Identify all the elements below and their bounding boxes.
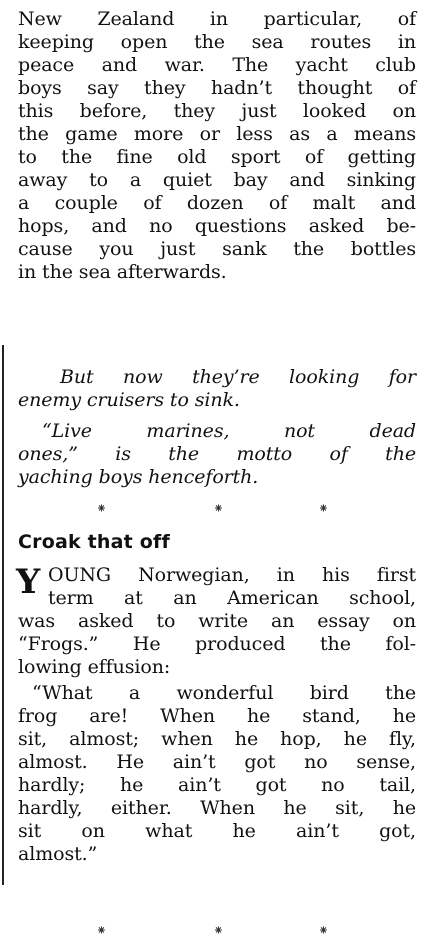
text-line: hardly; he ain’t got no tail, <box>18 774 416 796</box>
text-line: sit on what he ain’t got, <box>18 820 416 842</box>
paragraph-motto <box>18 420 416 489</box>
paragraph-cruisers <box>18 366 416 412</box>
paragraph-norwegian <box>18 564 416 679</box>
text-line: lowing effusion: <box>18 656 171 678</box>
text-line: term at an American school, <box>48 587 416 609</box>
text-line: sit, almost; when he hop, he fly, <box>18 728 416 750</box>
text-line: away to a quiet bay and sinking <box>18 169 416 191</box>
text-line: “Live marines, not dead <box>42 420 416 442</box>
text-line: almost. He ain’t got no sense, <box>18 751 416 773</box>
text-line: New Zealand in particular, of <box>18 8 416 30</box>
text-line: peace and war. The yacht club <box>18 54 416 76</box>
separator-star-icon: ⁕ <box>96 502 107 517</box>
section-separator <box>0 502 426 518</box>
separator-star-icon: ⁕ <box>213 502 224 517</box>
text-line: enemy cruisers to sink. <box>18 389 240 411</box>
text-line: this before, they just looked on <box>18 100 416 122</box>
text-line: hops, and no questions asked be- <box>18 215 416 237</box>
text-line: keeping open the sea routes in <box>18 31 416 53</box>
text-line: But now they’re looking for <box>60 366 416 388</box>
text-line: almost.” <box>18 843 98 865</box>
paragraph-yacht-club <box>18 8 416 284</box>
text-line: in the sea afterwards. <box>18 261 227 283</box>
text-line: cause you just sank the bottles <box>18 238 416 260</box>
text-line: “Frogs.” He produced the fol- <box>18 633 416 655</box>
text-line: boys say they hadn’t thought of <box>18 77 416 99</box>
separator-star-icon: ⁕ <box>318 502 329 517</box>
section-separator <box>0 924 426 940</box>
text-line: OUNG Norwegian, in his first <box>48 564 416 586</box>
section-heading: Croak that off <box>18 531 170 553</box>
drop-cap: Y <box>16 562 41 602</box>
text-line: frog are! When he stand, he <box>18 705 416 727</box>
text-line: ones,” is the motto of the <box>18 443 416 465</box>
text-line: hardly, either. When he sit, he <box>18 797 416 819</box>
text-line: “What a wonderful bird the <box>32 682 416 704</box>
paragraph-frog-essay <box>18 682 416 866</box>
column-rule <box>2 345 4 885</box>
text-line: a couple of dozen of malt and <box>18 192 416 214</box>
text-line: the game more or less as a means <box>18 123 416 145</box>
separator-star-icon: ⁕ <box>96 924 107 939</box>
text-line: to the fine old sport of getting <box>18 146 416 168</box>
text-line: yaching boys henceforth. <box>18 466 259 488</box>
text-line: was asked to write an essay on <box>18 610 416 632</box>
separator-star-icon: ⁕ <box>318 924 329 939</box>
separator-star-icon: ⁕ <box>213 924 224 939</box>
